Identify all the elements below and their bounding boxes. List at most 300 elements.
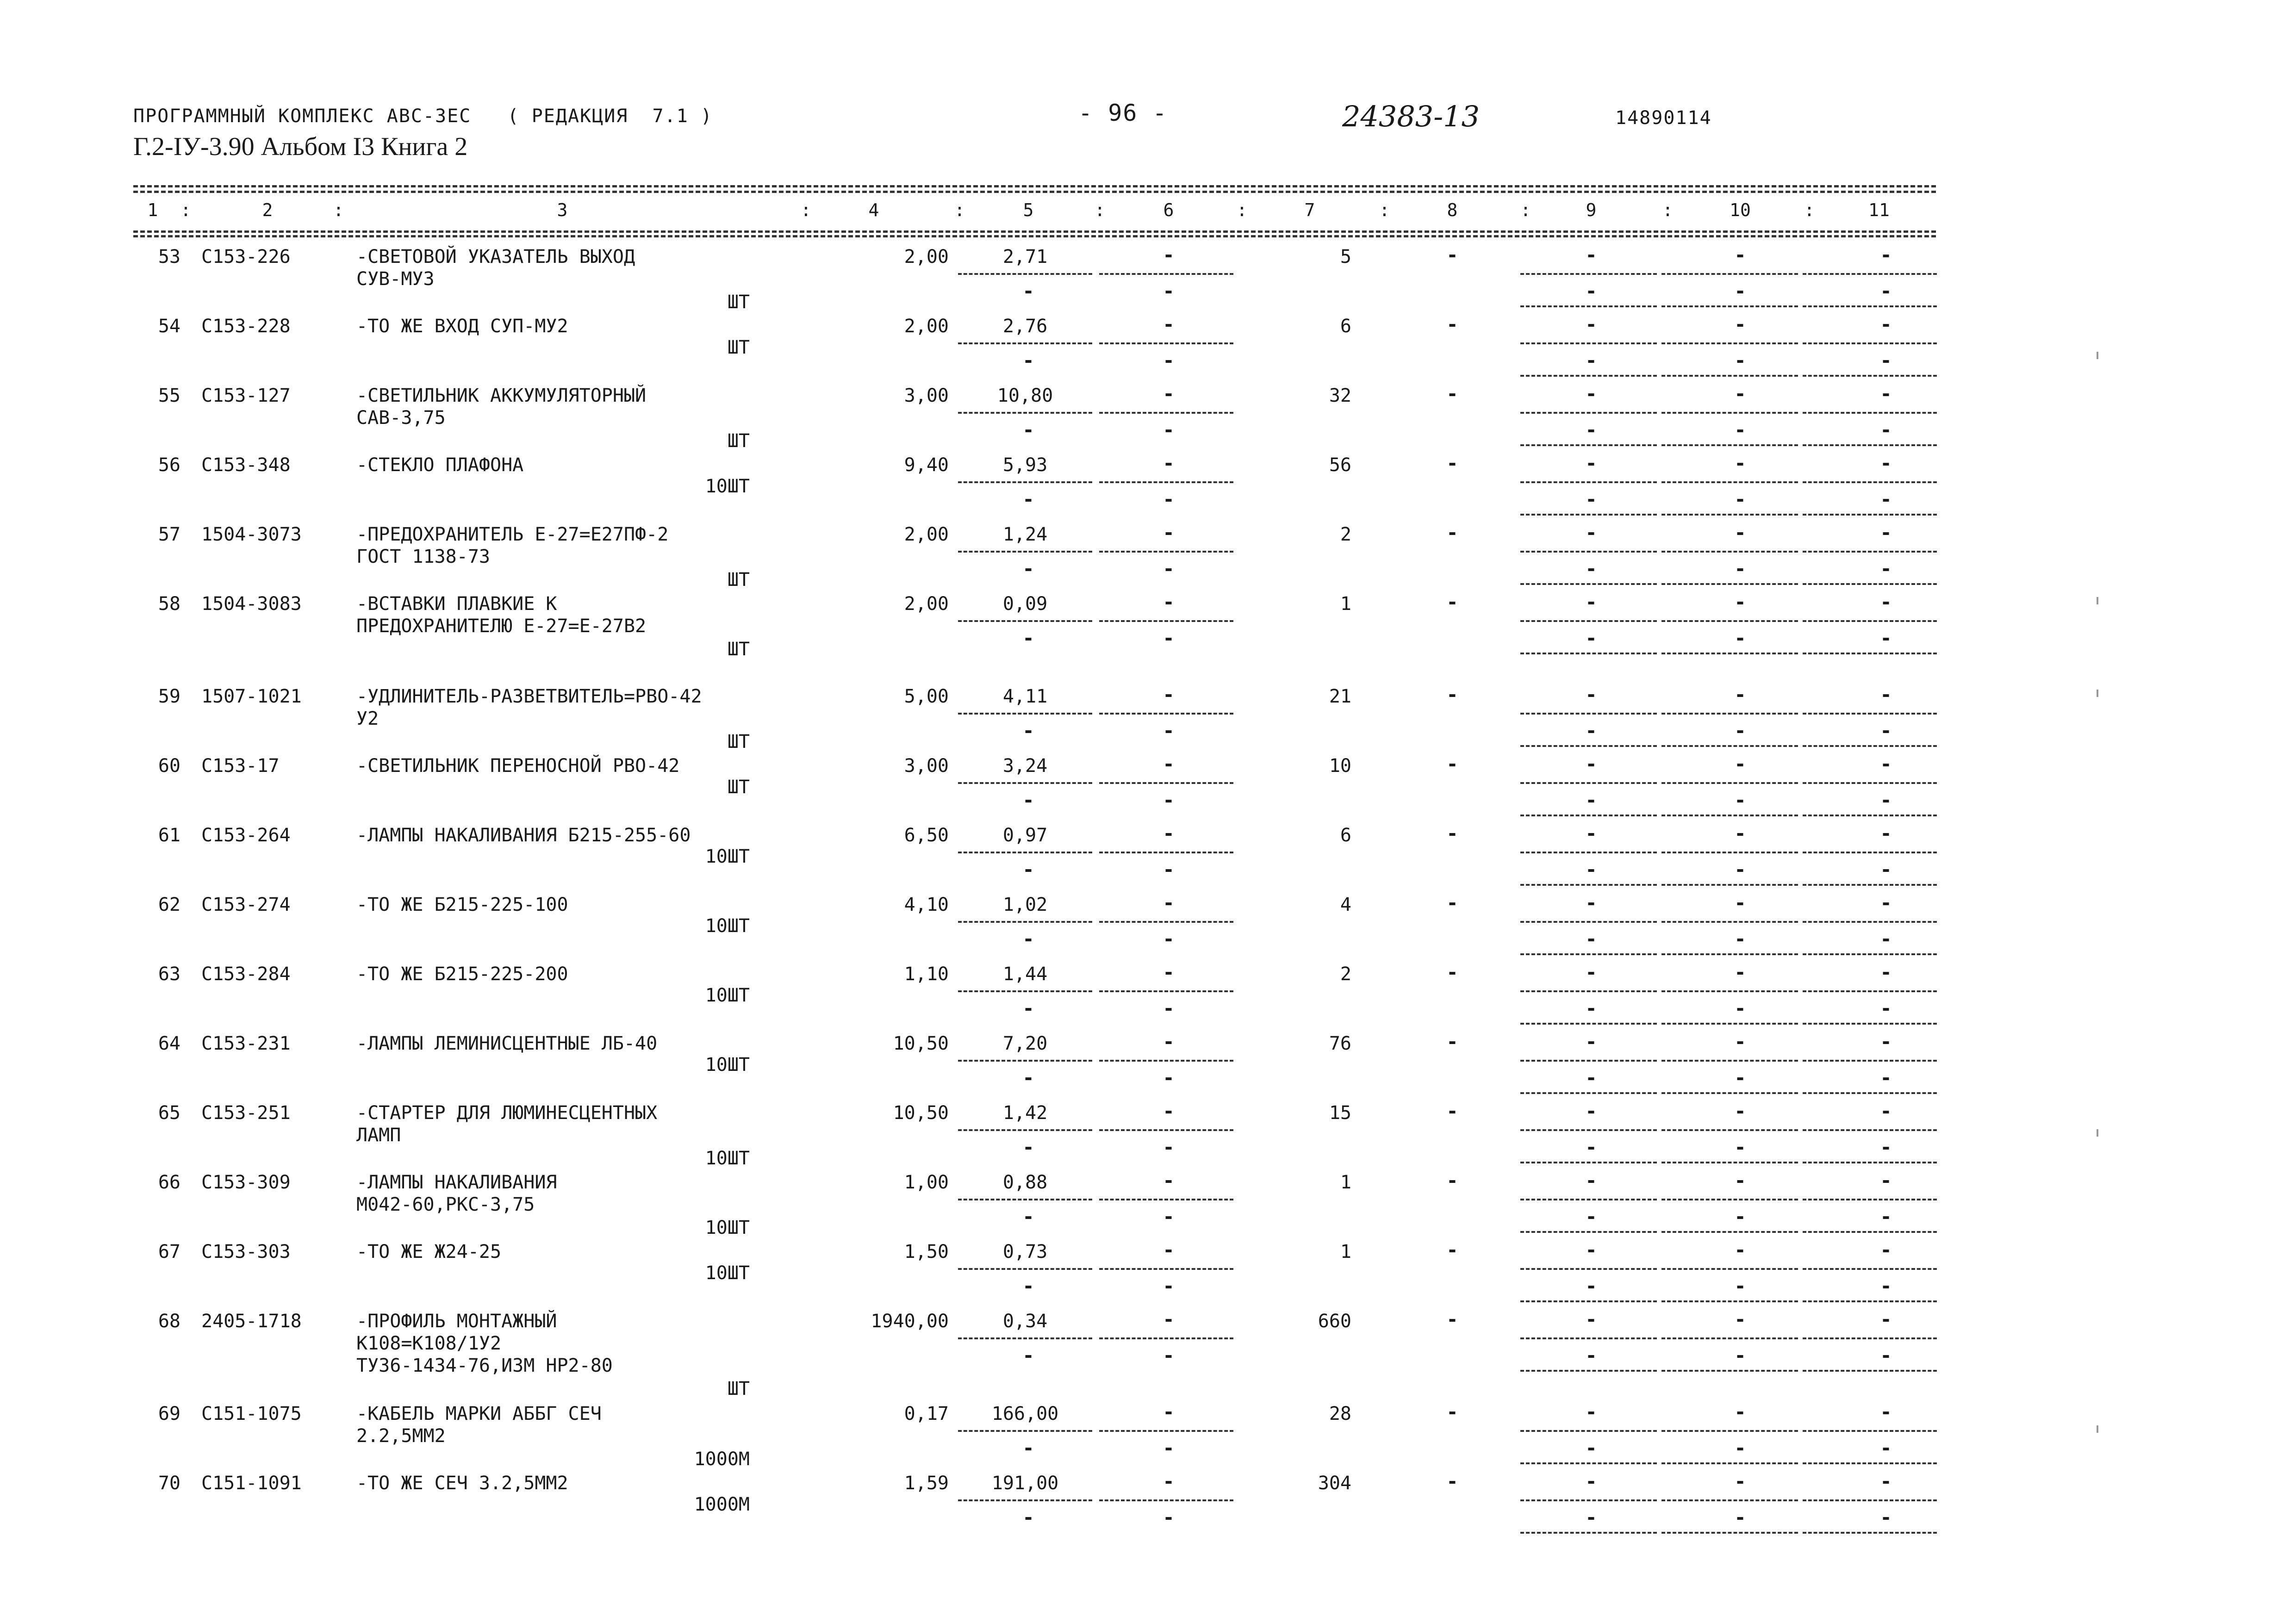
row-dashed-rule [1099, 412, 1233, 414]
empty-value-dash: - [1734, 1308, 1746, 1331]
total-cost: 28 [1329, 1403, 1351, 1424]
row-dashed-rule [958, 1430, 1092, 1432]
empty-value-dash: - [1163, 1136, 1175, 1158]
unit-of-measure: ШТ [727, 777, 750, 798]
row-dashed-rule [1520, 514, 1657, 516]
row-number: 56 [158, 454, 180, 476]
empty-value-dash: - [1446, 243, 1458, 266]
row-dashed-rule [1099, 990, 1233, 992]
row-dashed-rule [1520, 342, 1657, 344]
row-dashed-rule [1661, 921, 1798, 923]
scan-speck [2097, 1129, 2098, 1137]
empty-value-dash: - [1880, 1344, 1892, 1367]
empty-value-dash: - [1585, 1066, 1597, 1089]
column-separator: : [333, 200, 344, 220]
column-number-1: 1 [147, 200, 158, 220]
empty-value-dash: - [1163, 280, 1175, 302]
quantity: 2,00 [904, 246, 949, 267]
empty-value-dash: - [1880, 1308, 1892, 1331]
quantity: 0,17 [904, 1403, 949, 1424]
row-number: 61 [158, 825, 180, 846]
empty-value-dash: - [1163, 1169, 1175, 1192]
row-dashed-rule [1803, 342, 1937, 344]
total-cost: 56 [1329, 454, 1351, 476]
row-dashed-rule [1803, 1060, 1937, 1062]
row-dashed-rule [1661, 782, 1798, 784]
empty-value-dash: - [1585, 927, 1597, 950]
empty-value-dash: - [1022, 789, 1034, 811]
row-dashed-rule [1099, 620, 1233, 622]
total-cost: 2 [1340, 964, 1351, 985]
total-cost: 1 [1340, 1172, 1351, 1193]
resource-code: С153-264 [201, 825, 291, 846]
total-cost: 660 [1318, 1311, 1351, 1332]
column-number-8: 8 [1447, 200, 1458, 220]
empty-value-dash: - [1585, 1100, 1597, 1122]
empty-value-dash: - [1734, 1275, 1746, 1297]
row-dashed-rule [1520, 1023, 1657, 1025]
row-dashed-rule [1520, 653, 1657, 654]
row-dashed-rule [1803, 481, 1937, 483]
row-dashed-rule [1520, 1129, 1657, 1131]
row-dashed-rule [1803, 1023, 1937, 1025]
empty-value-dash: - [1446, 1238, 1458, 1261]
empty-value-dash: - [1880, 243, 1892, 266]
empty-value-dash: - [1734, 1470, 1746, 1492]
empty-value-dash: - [1585, 719, 1597, 742]
item-name-line: ГОСТ 1138-73 [356, 546, 490, 567]
row-dashed-rule [1520, 620, 1657, 622]
empty-value-dash: - [1163, 557, 1175, 580]
quantity: 1,10 [904, 964, 949, 985]
empty-value-dash: - [1734, 683, 1746, 706]
row-dashed-rule [1803, 1092, 1937, 1094]
row-dashed-rule [1520, 1462, 1657, 1464]
resource-code: С153-226 [201, 246, 291, 267]
row-dashed-rule [1803, 273, 1937, 275]
row-dashed-rule [1099, 551, 1233, 553]
row-number: 55 [158, 385, 180, 406]
empty-value-dash: - [1446, 822, 1458, 845]
empty-value-dash: - [1163, 1030, 1175, 1053]
row-dashed-rule [1520, 1300, 1657, 1302]
column-number-9: 9 [1586, 200, 1597, 220]
empty-value-dash: - [1880, 313, 1892, 336]
row-dashed-rule [1520, 1268, 1657, 1270]
unit-price: 10,80 [997, 385, 1053, 406]
row-dashed-rule [1803, 583, 1937, 585]
row-dashed-rule [1803, 1129, 1937, 1131]
unit-price: 5,93 [1002, 454, 1048, 476]
row-dashed-rule [1661, 342, 1798, 344]
row-dashed-rule [958, 1199, 1092, 1200]
row-dashed-rule [1661, 1337, 1798, 1339]
empty-value-dash: - [1163, 1205, 1175, 1228]
row-number: 68 [158, 1311, 180, 1332]
resource-code: С151-1075 [201, 1403, 302, 1424]
empty-value-dash: - [1734, 349, 1746, 372]
row-dashed-rule [1099, 1268, 1233, 1270]
empty-value-dash: - [1163, 627, 1175, 649]
row-dashed-rule [1520, 481, 1657, 483]
row-dashed-rule [1099, 713, 1233, 715]
unit-of-measure: 10ШТ [705, 1148, 750, 1169]
quantity: 5,00 [904, 686, 949, 707]
row-dashed-rule [1661, 375, 1798, 377]
row-dashed-rule [1803, 884, 1937, 886]
row-dashed-rule [1661, 620, 1798, 622]
total-cost: 2 [1340, 524, 1351, 545]
empty-value-dash: - [1163, 719, 1175, 742]
row-dashed-rule [1661, 1370, 1798, 1372]
resource-code: 1504-3083 [201, 593, 302, 615]
row-dashed-rule [1520, 1231, 1657, 1233]
row-dashed-rule [1803, 412, 1937, 414]
empty-value-dash: - [1022, 1136, 1034, 1158]
row-dashed-rule [1661, 852, 1798, 853]
document-number: 24383-13 [1342, 99, 1480, 133]
unit-of-measure: 10ШТ [705, 846, 750, 867]
empty-value-dash: - [1585, 683, 1597, 706]
empty-value-dash: - [1022, 719, 1034, 742]
row-dashed-rule [1661, 745, 1798, 747]
row-dashed-rule [1520, 782, 1657, 784]
unit-price: 4,11 [1002, 686, 1048, 707]
empty-value-dash: - [1585, 891, 1597, 914]
row-dashed-rule [1803, 852, 1937, 853]
row-dashed-rule [1099, 342, 1233, 344]
row-dashed-rule [1661, 953, 1798, 955]
row-dashed-rule [1803, 990, 1937, 992]
row-dashed-rule [1661, 1199, 1798, 1200]
row-dashed-rule [1520, 852, 1657, 853]
empty-value-dash: - [1585, 313, 1597, 336]
unit-of-measure: ШТ [727, 1378, 750, 1399]
row-dashed-rule [958, 481, 1092, 483]
item-name-line: ЛАМП [356, 1125, 401, 1146]
row-dashed-rule [1520, 713, 1657, 715]
row-dashed-rule [1803, 1499, 1937, 1501]
empty-value-dash: - [1022, 627, 1034, 649]
total-cost: 6 [1340, 316, 1351, 337]
row-dashed-rule [1661, 481, 1798, 483]
row-number: 65 [158, 1102, 180, 1124]
empty-value-dash: - [1880, 349, 1892, 372]
empty-value-dash: - [1880, 1506, 1892, 1529]
row-dashed-rule [1099, 782, 1233, 784]
quantity: 1,59 [904, 1473, 949, 1494]
row-dashed-rule [1661, 583, 1798, 585]
empty-value-dash: - [1734, 1400, 1746, 1423]
total-cost: 4 [1340, 894, 1351, 915]
row-dashed-rule [1099, 1129, 1233, 1131]
row-number: 59 [158, 686, 180, 707]
row-number: 66 [158, 1172, 180, 1193]
empty-value-dash: - [1880, 591, 1892, 613]
empty-value-dash: - [1446, 891, 1458, 914]
empty-value-dash: - [1446, 961, 1458, 983]
empty-value-dash: - [1734, 789, 1746, 811]
unit-price: 1,02 [1002, 894, 1048, 915]
empty-value-dash: - [1585, 349, 1597, 372]
empty-value-dash: - [1163, 1238, 1175, 1261]
total-cost: 6 [1340, 825, 1351, 846]
empty-value-dash: - [1585, 1205, 1597, 1228]
row-dashed-rule [1661, 990, 1798, 992]
row-dashed-rule [1661, 1092, 1798, 1094]
row-dashed-rule [1803, 305, 1937, 307]
row-dashed-rule [1803, 745, 1937, 747]
empty-value-dash: - [1446, 521, 1458, 544]
scan-speck [2097, 597, 2098, 604]
empty-value-dash: - [1880, 1030, 1892, 1053]
empty-value-dash: - [1585, 243, 1597, 266]
quantity: 1940,00 [871, 1311, 949, 1332]
empty-value-dash: - [1880, 1136, 1892, 1158]
empty-value-dash: - [1163, 1066, 1175, 1089]
empty-value-dash: - [1734, 1238, 1746, 1261]
row-dashed-rule [1661, 551, 1798, 553]
header-bottom-rule-2 [133, 235, 1936, 237]
empty-value-dash: - [1880, 280, 1892, 302]
header-bottom-rule [133, 230, 1936, 233]
row-dashed-rule [1803, 620, 1937, 622]
empty-value-dash: - [1163, 752, 1175, 775]
row-dashed-rule [1520, 444, 1657, 446]
empty-value-dash: - [1880, 961, 1892, 983]
column-separator: : [180, 200, 191, 220]
item-name-line: -ЛАМПЫ ЛЕМИНИСЦЕНТНЫЕ ЛБ-40 [356, 1033, 658, 1054]
row-number: 69 [158, 1403, 180, 1424]
row-number: 70 [158, 1473, 180, 1494]
quantity: 2,00 [904, 316, 949, 337]
empty-value-dash: - [1022, 1066, 1034, 1089]
empty-value-dash: - [1734, 627, 1746, 649]
row-dashed-rule [1099, 921, 1233, 923]
row-dashed-rule [1520, 1370, 1657, 1372]
empty-value-dash: - [1734, 591, 1746, 613]
total-cost: 76 [1329, 1033, 1351, 1054]
empty-value-dash: - [1585, 627, 1597, 649]
row-dashed-rule [1661, 514, 1798, 516]
unit-price: 1,24 [1002, 524, 1048, 545]
row-dashed-rule [1803, 444, 1937, 446]
empty-value-dash: - [1734, 822, 1746, 845]
row-dashed-rule [1520, 1060, 1657, 1062]
row-dashed-rule [1520, 1532, 1657, 1534]
empty-value-dash: - [1163, 488, 1175, 510]
quantity: 10,50 [893, 1102, 949, 1124]
empty-value-dash: - [1734, 243, 1746, 266]
empty-value-dash: - [1163, 961, 1175, 983]
empty-value-dash: - [1022, 488, 1034, 510]
document-code: 14890114 [1615, 107, 1712, 129]
empty-value-dash: - [1585, 961, 1597, 983]
empty-value-dash: - [1446, 1470, 1458, 1492]
empty-value-dash: - [1734, 521, 1746, 544]
empty-value-dash: - [1585, 1030, 1597, 1053]
empty-value-dash: - [1163, 1436, 1175, 1459]
empty-value-dash: - [1585, 858, 1597, 881]
row-dashed-rule [1520, 953, 1657, 955]
row-number: 54 [158, 316, 180, 337]
row-dashed-rule [1520, 583, 1657, 585]
column-number-4: 4 [868, 200, 879, 220]
empty-value-dash: - [1163, 1275, 1175, 1297]
row-number: 64 [158, 1033, 180, 1054]
empty-value-dash: - [1163, 822, 1175, 845]
item-name-line: -ПРОФИЛЬ МОНТАЖНЫЙ [356, 1311, 557, 1332]
empty-value-dash: - [1734, 719, 1746, 742]
row-dashed-rule [1661, 815, 1798, 816]
item-name-line: -КАБЕЛЬ МАРКИ АББГ СЕЧ [356, 1403, 602, 1424]
empty-value-dash: - [1022, 1344, 1034, 1367]
scan-speck [2097, 352, 2098, 359]
row-dashed-rule [958, 1129, 1092, 1131]
unit-of-measure: 10ШТ [705, 476, 750, 497]
row-dashed-rule [1520, 273, 1657, 275]
row-dashed-rule [1661, 305, 1798, 307]
unit-of-measure: ШТ [727, 292, 750, 313]
row-dashed-rule [1803, 1532, 1937, 1534]
empty-value-dash: - [1163, 349, 1175, 372]
unit-of-measure: 1000М [694, 1449, 750, 1470]
empty-value-dash: - [1585, 1506, 1597, 1529]
empty-value-dash: - [1585, 382, 1597, 405]
unit-price: 0,88 [1002, 1172, 1048, 1193]
unit-price: 1,44 [1002, 964, 1048, 985]
empty-value-dash: - [1734, 752, 1746, 775]
row-dashed-rule [958, 1337, 1092, 1339]
quantity: 4,10 [904, 894, 949, 915]
row-dashed-rule [1661, 273, 1798, 275]
row-dashed-rule [1099, 1199, 1233, 1200]
total-cost: 5 [1340, 246, 1351, 267]
empty-value-dash: - [1163, 1470, 1175, 1492]
row-number: 62 [158, 894, 180, 915]
empty-value-dash: - [1446, 382, 1458, 405]
empty-value-dash: - [1734, 927, 1746, 950]
empty-value-dash: - [1163, 891, 1175, 914]
row-dashed-rule [1803, 815, 1937, 816]
row-dashed-rule [1661, 653, 1798, 654]
row-dashed-rule [958, 273, 1092, 275]
item-name-line: -ТО ЖЕ Б215-225-200 [356, 964, 568, 985]
row-dashed-rule [1803, 1268, 1937, 1270]
row-dashed-rule [958, 412, 1092, 414]
empty-value-dash: - [1585, 521, 1597, 544]
empty-value-dash: - [1880, 452, 1892, 474]
item-name-line: САВ-3,75 [356, 407, 446, 429]
quantity: 9,40 [904, 454, 949, 476]
total-cost: 15 [1329, 1102, 1351, 1124]
empty-value-dash: - [1163, 243, 1175, 266]
row-dashed-rule [1661, 1499, 1798, 1501]
row-dashed-rule [1520, 551, 1657, 553]
item-name-line: -СТЕКЛО ПЛАФОНА [356, 454, 524, 476]
row-dashed-rule [1661, 1231, 1798, 1233]
item-name-line: -ТО ЖЕ ВХОД СУП-МУ2 [356, 316, 568, 337]
empty-value-dash: - [1734, 858, 1746, 881]
row-dashed-rule [1099, 852, 1233, 853]
row-dashed-rule [1099, 1337, 1233, 1339]
empty-value-dash: - [1880, 1470, 1892, 1492]
unit-of-measure: ШТ [727, 639, 750, 660]
row-dashed-rule [1520, 1499, 1657, 1501]
unit-price: 1,42 [1002, 1102, 1048, 1124]
row-dashed-rule [958, 1268, 1092, 1270]
unit-of-measure: 1000М [694, 1494, 750, 1515]
row-dashed-rule [1520, 745, 1657, 747]
empty-value-dash: - [1734, 1436, 1746, 1459]
row-dashed-rule [958, 1499, 1092, 1501]
item-name-line: -СВЕТОВОЙ УКАЗАТЕЛЬ ВЫХОД [356, 246, 635, 267]
row-number: 67 [158, 1241, 180, 1262]
empty-value-dash: - [1734, 891, 1746, 914]
empty-value-dash: - [1734, 313, 1746, 336]
unit-of-measure: 10ШТ [705, 1262, 750, 1284]
unit-price: 0,34 [1002, 1311, 1048, 1332]
empty-value-dash: - [1734, 1066, 1746, 1089]
empty-value-dash: - [1163, 789, 1175, 811]
empty-value-dash: - [1880, 752, 1892, 775]
unit-price: 0,97 [1002, 825, 1048, 846]
empty-value-dash: - [1163, 382, 1175, 405]
row-dashed-rule [1520, 305, 1657, 307]
empty-value-dash: - [1585, 591, 1597, 613]
row-dashed-rule [1803, 1370, 1937, 1372]
column-number-7: 7 [1304, 200, 1315, 220]
empty-value-dash: - [1734, 1169, 1746, 1192]
empty-value-dash: - [1585, 1238, 1597, 1261]
empty-value-dash: - [1734, 1344, 1746, 1367]
scan-speck [2097, 690, 2098, 697]
unit-price: 7,20 [1002, 1033, 1048, 1054]
empty-value-dash: - [1734, 1205, 1746, 1228]
empty-value-dash: - [1585, 280, 1597, 302]
row-dashed-rule [958, 713, 1092, 715]
empty-value-dash: - [1163, 683, 1175, 706]
item-name-line: -СВЕТИЛЬНИК АККУМУЛЯТОРНЫЙ [356, 385, 647, 406]
empty-value-dash: - [1734, 280, 1746, 302]
resource-code: С153-231 [201, 1033, 291, 1054]
row-dashed-rule [1661, 1430, 1798, 1432]
empty-value-dash: - [1585, 1136, 1597, 1158]
row-dashed-rule [1520, 1162, 1657, 1163]
empty-value-dash: - [1585, 452, 1597, 474]
empty-value-dash: - [1734, 557, 1746, 580]
resource-code: 1504-3073 [201, 524, 302, 545]
column-separator: : [1804, 200, 1815, 220]
total-cost: 21 [1329, 686, 1351, 707]
row-dashed-rule [1803, 653, 1937, 654]
empty-value-dash: - [1880, 822, 1892, 845]
scan-speck [2097, 1425, 2098, 1433]
row-dashed-rule [1520, 1092, 1657, 1094]
row-dashed-rule [958, 342, 1092, 344]
empty-value-dash: - [1446, 1400, 1458, 1423]
empty-value-dash: - [1734, 997, 1746, 1020]
empty-value-dash: - [1163, 997, 1175, 1020]
column-separator: : [954, 200, 965, 220]
empty-value-dash: - [1163, 858, 1175, 881]
empty-value-dash: - [1880, 1238, 1892, 1261]
row-number: 58 [158, 593, 180, 615]
row-dashed-rule [958, 551, 1092, 553]
empty-value-dash: - [1163, 452, 1175, 474]
empty-value-dash: - [1022, 1275, 1034, 1297]
empty-value-dash: - [1585, 1169, 1597, 1192]
